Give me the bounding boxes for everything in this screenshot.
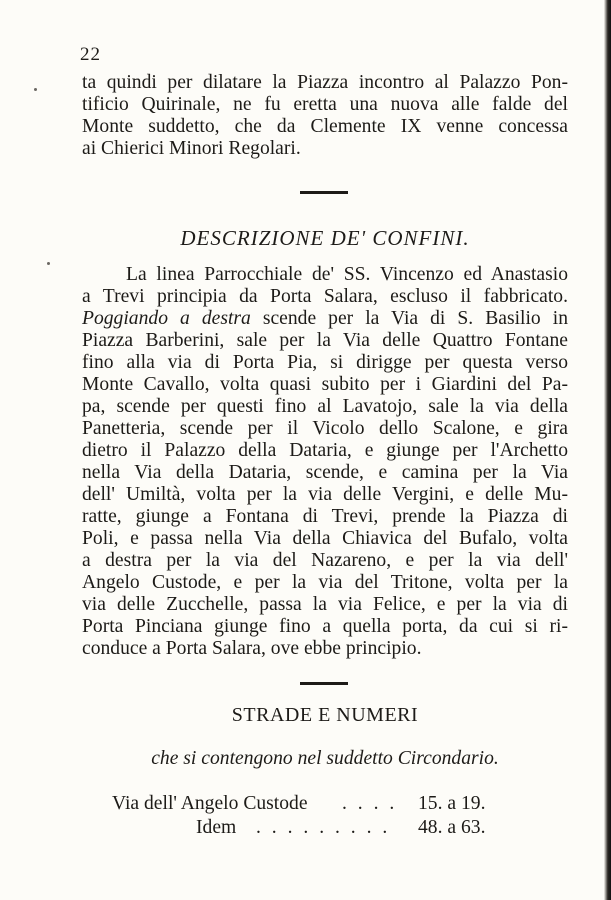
street-numbers: 48. a 63. (418, 817, 486, 838)
section-title: DESCRIZIONE DE' CONFINI. (180, 226, 470, 250)
street-name: Via dell' Angelo Custode (112, 793, 308, 814)
text-line: ta quindi per dilatare la Piazza incontro al Palazzo Pon- (82, 72, 568, 93)
text-line: Porta Pinciana giunge fino a quella porta, da cui si ri- (82, 616, 568, 637)
dot-leader: . . . . (342, 793, 398, 814)
text-line: via delle Zucchelle, passa la via Felice, e per la via di (82, 594, 568, 615)
text-line: La linea Parrocchiale de' SS. Vincenzo ed Anastasio (126, 264, 568, 285)
text-line: tificio Quirinale, ne fu eretta una nuova alle falde del (82, 94, 568, 115)
streets-title: STRADE E NUMERI (231, 704, 419, 726)
text-line: Panetteria, scende per il Vicolo dello Scalone, e gira (82, 418, 568, 439)
text-line: Monte Cavallo, volta quasi subito per i Giardini del Pa- (82, 374, 568, 395)
section-divider (300, 191, 348, 194)
text-line: dietro il Palazzo della Dataria, e giunge per l'Archetto (82, 440, 568, 461)
street-numbers: 15. a 19. (418, 793, 486, 814)
streets-subtitle: che si contengono nel suddetto Circondario. (151, 748, 499, 769)
street-row (112, 816, 512, 840)
street-name: Idem (196, 817, 237, 838)
text-line: Poli, e passa nella Via della Chiavica del Bufalo, volta (82, 528, 568, 549)
text-line: ratte, giunge a Fontana di Trevi, prende la Piazza di (82, 506, 568, 527)
page-number: 22 (80, 44, 101, 65)
text-line: ai Chierici Minori Regolari. (82, 138, 301, 159)
italic-phrase: Poggiando a destra (82, 308, 251, 329)
text-line: dell' Umiltà, volta per la via delle Vergini, e delle Mu- (82, 484, 568, 505)
text-fragment: scende per la Via di S. Basilio in (250, 308, 568, 329)
street-index (112, 792, 512, 840)
page-edge-shadow (604, 0, 611, 900)
text-line: conduce a Porta Salara, ove ebbe principio. (82, 638, 422, 659)
text-line (82, 308, 568, 330)
description-paragraph (82, 264, 568, 660)
continuation-paragraph (82, 72, 568, 160)
text-line: nella Via della Dataria, scende, e camina per la Via (82, 462, 568, 483)
dot-leader: . . . . . . . . . (256, 817, 391, 838)
text-line: pa, scende per questi fino al Lavatojo, sale la via della (82, 396, 568, 417)
text-line: a destra per la via del Nazareno, e per la via dell' (82, 550, 568, 571)
text-line: fino alla via di Porta Pia, si dirigge per questa verso (82, 352, 568, 373)
text-line: Monte suddetto, che da Clemente IX venne concessa (82, 116, 568, 137)
text-line: Piazza Barberini, sale per la Via delle Quattro Fontane (82, 330, 568, 351)
street-row (112, 792, 512, 816)
text-line: a Trevi principia da Porta Salara, escluso il fabbricato. (82, 286, 568, 307)
text-line: Angelo Custode, e per la via del Tritone, volta per la (82, 572, 568, 593)
ink-speck (34, 88, 37, 91)
section-divider (300, 682, 348, 685)
ink-speck (47, 262, 50, 265)
